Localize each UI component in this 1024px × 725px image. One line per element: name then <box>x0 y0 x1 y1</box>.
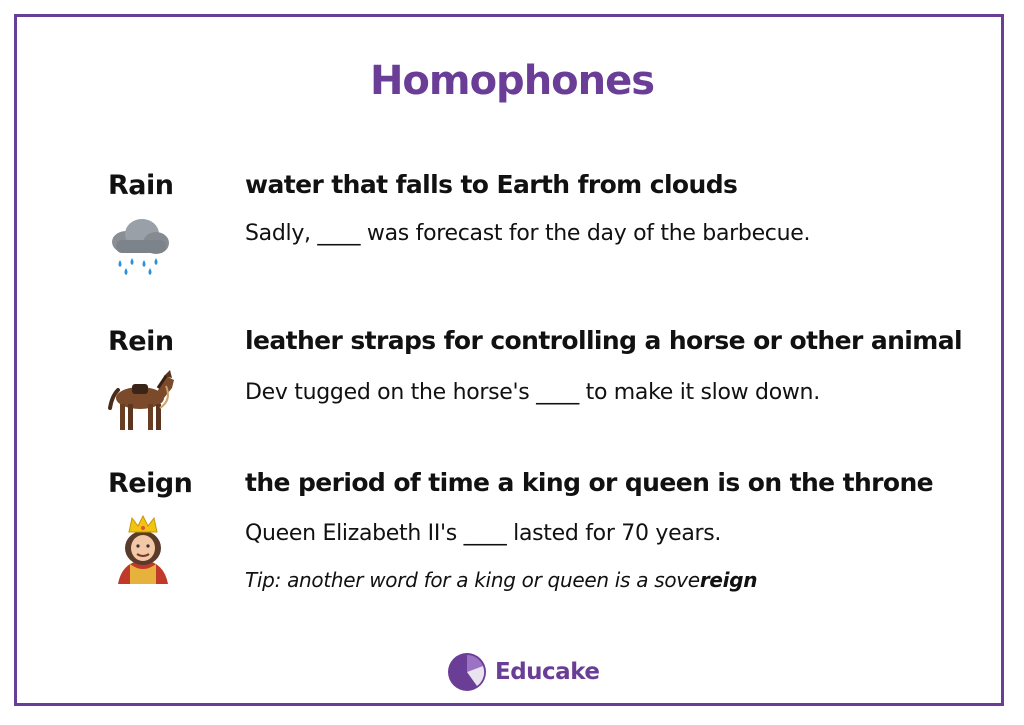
queen-icon <box>112 512 174 584</box>
sentence-reign: Queen Elizabeth II's ____ lasted for 70 years. <box>245 521 722 546</box>
rain-cloud-icon <box>106 214 172 276</box>
sentence-rain: Sadly, ____ was forecast for the day of the barbecue. <box>245 221 811 246</box>
horse-icon <box>104 368 180 434</box>
sentence-rein: Dev tugged on the horse's ____ to make it slow down. <box>245 380 820 405</box>
educake-logo <box>447 650 599 694</box>
definition-rain: water that falls to Earth from clouds <box>245 170 738 199</box>
tip-bold: reign <box>699 568 758 592</box>
educake-logo-text: Educake <box>495 659 600 685</box>
word-reign: Reign <box>108 468 193 499</box>
word-rain: Rain <box>108 170 174 201</box>
page-title: Homophones <box>369 58 655 104</box>
page-border <box>14 14 1004 706</box>
word-rein: Rein <box>108 326 174 357</box>
definition-rein: leather straps for controlling a horse or other animal <box>245 326 962 355</box>
tip-prefix: Tip: another word for a king or queen is a sove <box>245 568 700 592</box>
tip-text <box>245 568 757 592</box>
educake-logo-icon <box>447 652 487 692</box>
definition-reign: the period of time a king or queen is on the throne <box>245 468 934 497</box>
